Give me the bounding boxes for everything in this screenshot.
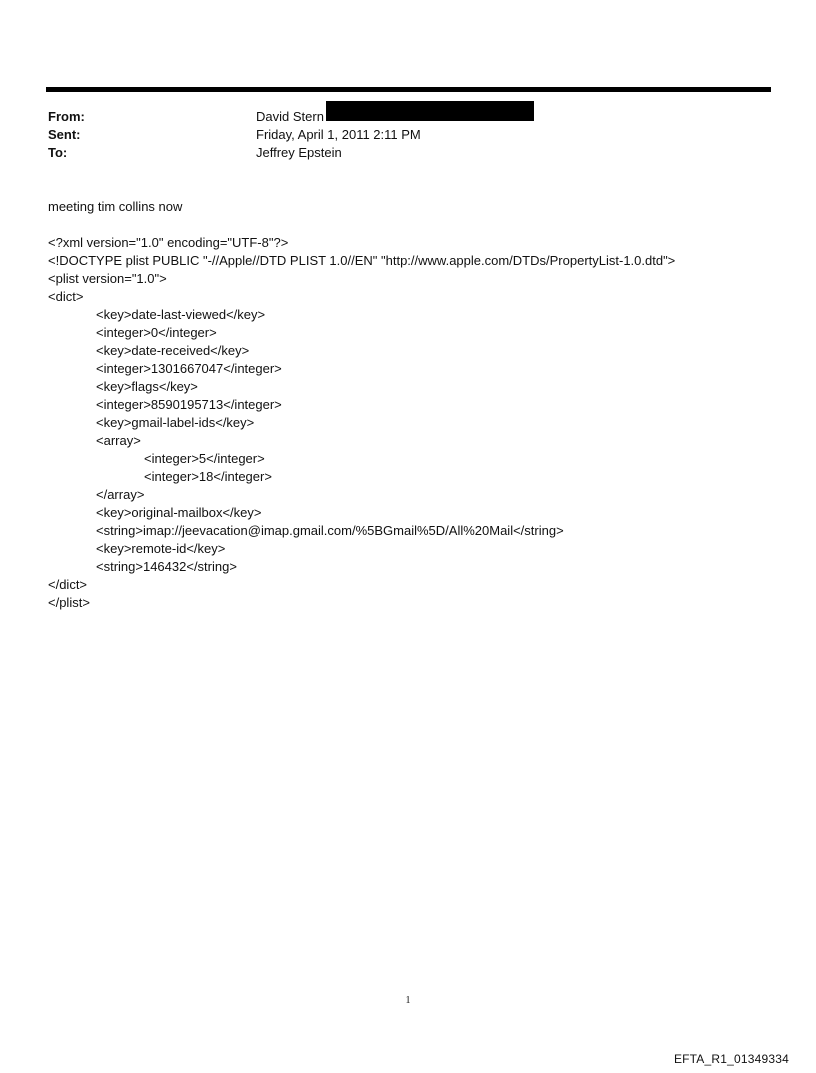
code-line: <integer>8590195713</integer> bbox=[96, 397, 282, 412]
code-line: <integer>0</integer> bbox=[96, 325, 217, 340]
document-id: EFTA_R1_01349334 bbox=[673, 1052, 789, 1066]
code-line: <plist version="1.0"> bbox=[48, 271, 167, 286]
code-line: <string>imap://jeevacation@imap.gmail.com/%5BGmail%5D/All%20Mail</string> bbox=[96, 523, 564, 538]
code-line: <key>date-received</key> bbox=[96, 343, 250, 358]
code-line: <key>gmail-label-ids</key> bbox=[96, 415, 255, 430]
email-body bbox=[48, 198, 768, 612]
code-line: </dict> bbox=[48, 577, 88, 592]
from-value-container bbox=[256, 108, 534, 126]
code-line: <key>date-last-viewed</key> bbox=[96, 307, 266, 322]
sent-value: Friday, April 1, 2011 2:11 PM bbox=[256, 127, 421, 142]
code-line: <?xml version="1.0" encoding="UTF-8"?> bbox=[48, 235, 289, 250]
code-line: <integer>18</integer> bbox=[144, 469, 272, 484]
sent-label: Sent: bbox=[48, 127, 81, 142]
code-line: <key>remote-id</key> bbox=[96, 541, 226, 556]
from-label: From: bbox=[48, 109, 85, 124]
code-line: <key>flags</key> bbox=[96, 379, 198, 394]
code-line: <!DOCTYPE plist PUBLIC "-//Apple//DTD PLIST 1.0//EN" "http://www.apple.com/DTDs/PropertyList-1.0.dtd"> bbox=[48, 253, 676, 268]
code-line: </array> bbox=[96, 487, 145, 502]
code-line: <dict> bbox=[48, 289, 84, 304]
code-line: <integer>5</integer> bbox=[144, 451, 265, 466]
code-line: <string>146432</string> bbox=[96, 559, 237, 574]
code-line: <array> bbox=[96, 433, 141, 448]
code-line: <key>original-mailbox</key> bbox=[96, 505, 262, 520]
header-rule bbox=[46, 87, 771, 92]
from-value: David Stern bbox=[256, 109, 324, 124]
message-text: meeting tim collins now bbox=[48, 199, 183, 214]
to-value: Jeffrey Epstein bbox=[256, 145, 342, 160]
code-line: </plist> bbox=[48, 595, 90, 610]
page-number: 1 bbox=[405, 995, 411, 1006]
redaction-block bbox=[326, 101, 534, 121]
code-line: <integer>1301667047</integer> bbox=[96, 361, 282, 376]
to-label: To: bbox=[48, 145, 68, 160]
